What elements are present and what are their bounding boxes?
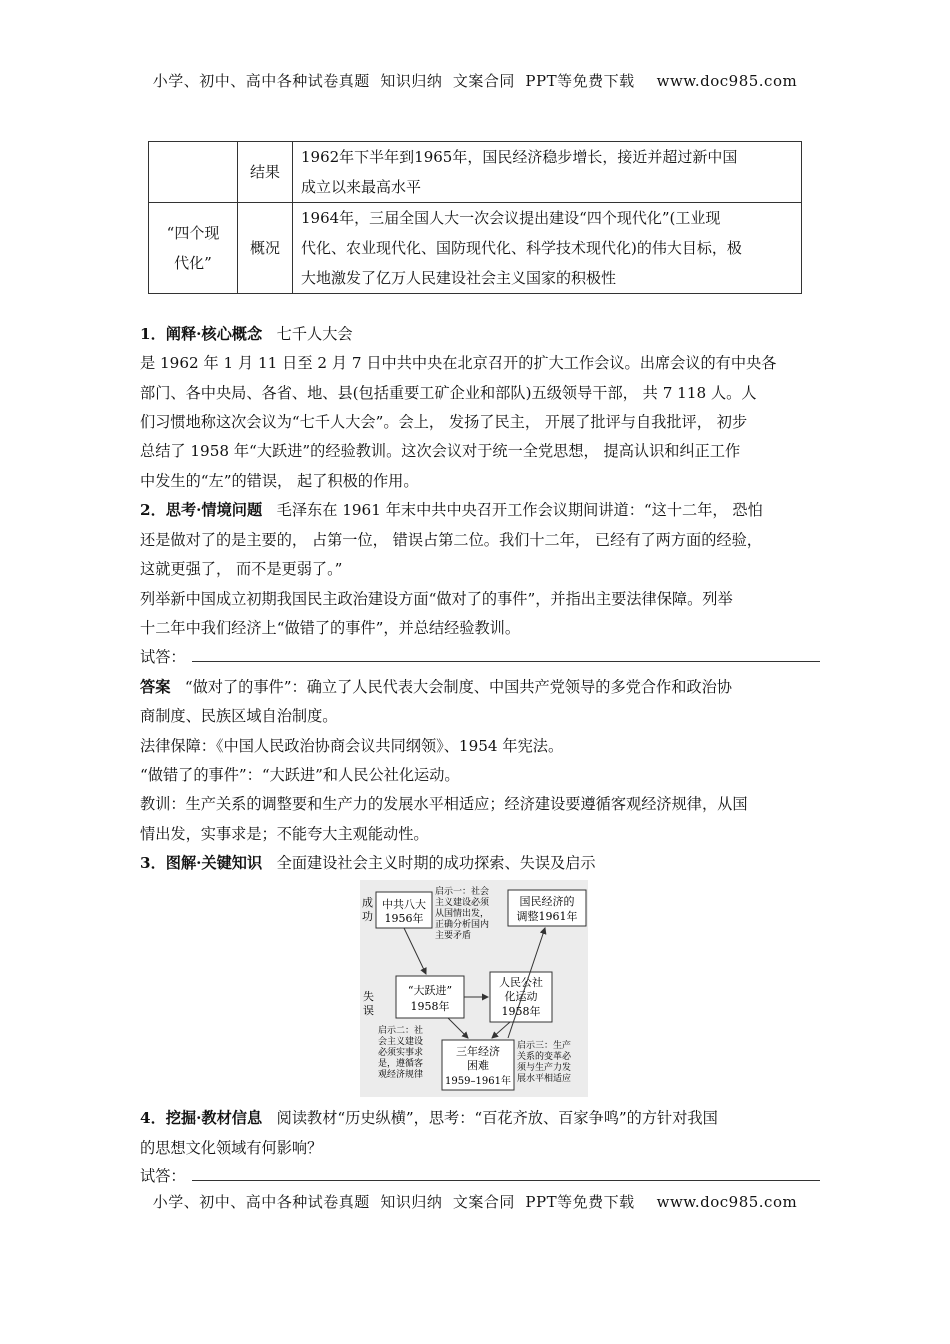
note2-line: 启示二：社 <box>378 1026 424 1036</box>
answer-blank[interactable] <box>192 647 820 662</box>
answer-input-line <box>140 647 820 667</box>
answer-text: “做对了的事件”：确立了人民代表大会制度、中国共产党领导的多党合作和政治协 <box>184 678 732 696</box>
label-success-1: 成 <box>362 896 373 909</box>
box-congress-line1: 中共八大 <box>382 898 426 911</box>
answer-line <box>140 677 732 697</box>
heading-topic: 七千人大会 <box>276 325 353 343</box>
box-commune-line3: 1958年 <box>501 1005 541 1018</box>
table-cell-label: 概况 <box>238 203 293 294</box>
box-adjust-line1: 国民经济的 <box>519 895 575 908</box>
note3-line: 启示三：生产 <box>517 1041 572 1051</box>
cell-line: 代化” <box>174 254 212 272</box>
header-url: www.doc985.com <box>656 72 798 90</box>
box-adjust-line2: 调整1961年 <box>516 910 578 923</box>
note1-line: 主义建设必须 <box>435 898 490 908</box>
paragraph-line: 的思想文化领域有何影响？ <box>140 1139 323 1157</box>
note1-line: 正确分析国内 <box>435 920 490 930</box>
label-mistake-1: 失 <box>363 990 374 1003</box>
note1-line: 启示一：社会 <box>435 887 490 897</box>
cell-line: 大地激发了亿万人民建设社会主义国家的积极性 <box>301 269 617 287</box>
note3-line: 关系的变革必 <box>517 1052 572 1062</box>
label-mistake-2: 误 <box>363 1004 374 1017</box>
paragraph-line: 列举新中国成立初期我国民主政治建设方面“做对了的事件”，并指出主要法律保障。列举 <box>140 590 733 608</box>
box-congress-line2: 1956年 <box>384 912 424 925</box>
heading-lead: 毛泽东在 1961 年末中共中央召开工作会议期间讲道：“这十二年， 恐怕 <box>276 501 763 519</box>
box-hardship-line2: 困难 <box>467 1059 489 1072</box>
answer-line: 情出发，实事求是；不能夸大主观能动性。 <box>140 825 429 843</box>
try-label: 试答： <box>140 1167 186 1185</box>
note3-line: 须与生产力发 <box>517 1063 572 1073</box>
answer-line: 法律保障：《中国人民政治协商会议共同纲领》、1954 年宪法。 <box>140 737 564 755</box>
paragraph-line: 中发生的“左”的错误， 起了积极的作用。 <box>140 472 419 490</box>
answer-label: 答案 <box>140 678 171 696</box>
page-header <box>0 70 950 91</box>
paragraph-line: 部门、各中央局、各省、地、县(包括重要工矿企业和部队)五级领导干部， 共 7 118 人。人 <box>140 384 757 402</box>
try-label: 试答： <box>140 648 186 666</box>
note1-line: 主要矛盾 <box>435 931 472 941</box>
table-cell-label: 结果 <box>238 142 293 203</box>
note2-line: 观经济规律 <box>378 1070 424 1080</box>
paragraph-line: 这就更强了， 而不是更弱了。” <box>140 560 343 578</box>
page-footer <box>0 1191 950 1212</box>
box-leap-line2: 1958年 <box>410 1000 450 1013</box>
note2-line: 必须实事求 <box>378 1048 424 1058</box>
section-2-heading <box>140 500 763 520</box>
table-row <box>149 203 802 294</box>
heading-text: 2．思考·情境问题 <box>140 501 263 519</box>
box-commune-line2: 化运动 <box>504 990 538 1003</box>
footer-url: www.doc985.com <box>656 1193 798 1211</box>
cell-line: 代化、农业现代化、国防现代化、科学技术现代化)的伟大目标，极 <box>301 239 742 257</box>
footer-text: 小学、初中、高中各种试卷真题 知识归纳 文案合同 PPT等免费下载 <box>152 1193 635 1211</box>
paragraph-line: 是 1962 年 1 月 11 日至 2 月 7 日中共中央在北京召开的扩大工作会议。出席会议的有中央各 <box>140 354 777 372</box>
answer-input-line <box>140 1166 820 1186</box>
answer-line: 商制度、民族区域自治制度。 <box>140 707 338 725</box>
paragraph-line: 们习惯地称这次会议为“七千人大会”。会上， 发扬了民主， 开展了批评与自我批评， 初步 <box>140 413 748 431</box>
table-cell-content <box>293 142 802 203</box>
box-hardship-line3: 1959–1961年 <box>445 1076 511 1087</box>
table-cell-content <box>293 203 802 294</box>
table-cell-empty <box>149 142 238 203</box>
section-1-heading <box>140 324 353 344</box>
note2-line: 是，遵循客 <box>378 1059 424 1069</box>
section-3-heading <box>140 853 596 873</box>
table-cell-topic <box>149 203 238 294</box>
note-3 <box>517 1039 572 1084</box>
note2-line: 会主义建设 <box>378 1037 424 1047</box>
paragraph-line: 总结了 1958 年“大跃进”的经验教训。这次会议对于统一全党思想， 提高认识和纠正工作 <box>140 442 741 460</box>
heading-text: 4．挖掘·教材信息 <box>140 1109 263 1127</box>
answer-blank[interactable] <box>192 1166 820 1181</box>
label-success-2: 功 <box>362 910 373 923</box>
note3-line: 展水平相适应 <box>517 1074 572 1084</box>
cell-line: 1964年，三届全国人大一次会议提出建设“四个现代化”(工业现 <box>301 209 721 227</box>
heading-topic: 全面建设社会主义时期的成功探索、失误及启示 <box>276 854 596 872</box>
paragraph-line: 十二年中我们经济上“做错了的事件”，并总结经验教训。 <box>140 619 521 637</box>
box-leap-line1: “大跃进” <box>407 984 453 997</box>
cell-line: 1962年下半年到1965年，国民经济稳步增长，接近并超过新中国 <box>301 148 738 166</box>
note-2 <box>378 1024 423 1080</box>
box-hardship-line1: 三年经济 <box>456 1045 500 1058</box>
heading-text: 3．图解·关键知识 <box>140 854 263 872</box>
note1-line: 从国情出发， <box>435 909 490 919</box>
heading-lead: 阅读教材“历史纵横”，思考：“百花齐放、百家争鸣”的方针对我国 <box>276 1109 718 1127</box>
heading-text: 1．阐释·核心概念 <box>140 325 263 343</box>
box-commune-line1: 人民公社 <box>499 976 543 989</box>
history-table <box>148 141 802 294</box>
section-4-heading <box>140 1108 718 1128</box>
paragraph-line: 还是做对了的是主要的， 占第一位， 错误占第二位。我们十二年， 已经有了两方面的经验， <box>140 531 762 549</box>
header-text: 小学、初中、高中各种试卷真题 知识归纳 文案合同 PPT等免费下载 <box>152 72 635 90</box>
cell-line: “四个现 <box>166 224 220 242</box>
answer-line: 教训：生产关系的调整要和生产力的发展水平相适应；经济建设要遵循客观经济规律，从国 <box>140 795 748 813</box>
cell-line: 成立以来最高水平 <box>301 178 422 196</box>
answer-line: “做错了的事件”：“大跃进”和人民公社化运动。 <box>140 766 460 784</box>
history-flow-diagram <box>360 880 588 1097</box>
table-row <box>149 142 802 203</box>
